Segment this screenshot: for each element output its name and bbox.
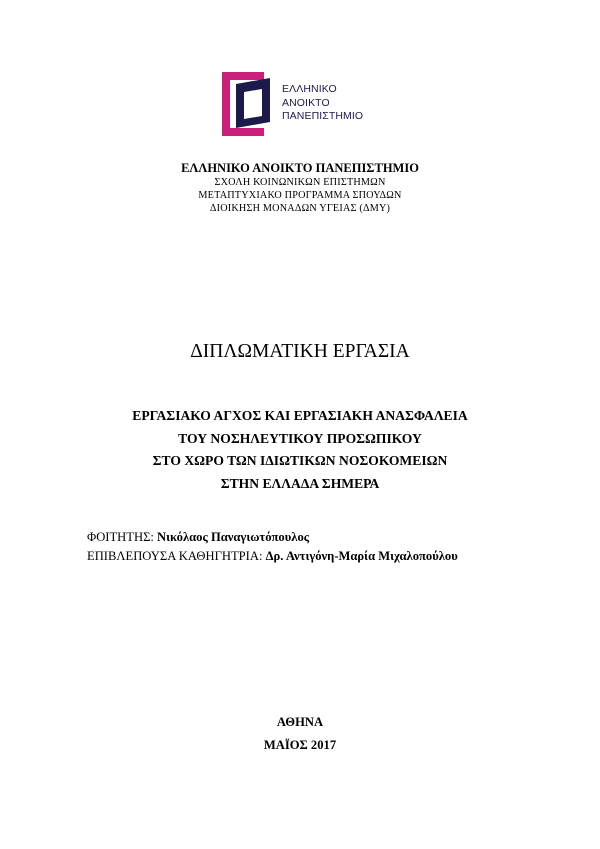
program-name: ΜΕΤΑΠΤΥΧΙΑΚΟ ΠΡΟΓΡΑΜΜΑ ΣΠΟΥΔΩΝ: [198, 190, 402, 202]
university-name: ΕΛΛΗΝΙΚΟ ΑΝΟΙΚΤΟ ΠΑΝΕΠΙΣΤΗΜΙΟ: [181, 161, 419, 175]
supervisor-name: Δρ. Αντιγόνη-Μαρία Μιχαλοπούλου: [265, 549, 458, 563]
logo-line-3: ΠΑΝΕΠΙΣΤΗΜΙΟ: [282, 110, 364, 122]
open-book-icon: [222, 72, 282, 136]
logo-line-2: ΑΝΟΙΚΤΟ: [282, 96, 330, 109]
document-type-heading: ΔΙΠΛΩΜΑΤΙΚΗ ΕΡΓΑΣΙΑ: [190, 341, 410, 362]
author-info: [87, 528, 567, 566]
supervisor-row: [87, 547, 567, 566]
student-row: [87, 528, 567, 547]
thesis-title: [0, 405, 600, 495]
student-name: Νικόλαος Παναγιωτόπουλος: [157, 530, 310, 544]
university-logo: [222, 72, 392, 136]
title-line-2: ΤΟΥ ΝΟΣΗΛΕΥΤΙΚΟΥ ΠΡΟΣΩΠΙΚΟΥ: [178, 430, 422, 446]
student-label: ΦΟΙΤΗΤΗΣ:: [87, 530, 158, 544]
logo-wordmark: [282, 83, 363, 124]
title-line-4: ΣΤΗΝ ΕΛΛΑΔΑ ΣΗΜΕΡΑ: [220, 475, 380, 491]
school-name: ΣΧΟΛΗ ΚΟΙΝΩΝΙΚΩΝ ΕΠΙΣΤΗΜΩΝ: [214, 177, 386, 188]
logo-line-1: ΕΛΛΗΝΙΚΟ: [282, 83, 337, 95]
supervisor-label: ΕΠΙΒΛΕΠΟΥΣΑ ΚΑΘΗΓΗΤΡΙΑ:: [87, 549, 266, 563]
title-line-1: ΕΡΓΑΣΙΑΚΟ ΑΓΧΟΣ ΚΑΙ ΕΡΓΑΣΙΑΚΗ ΑΝΑΣΦΑΛΕΙΑ: [132, 408, 468, 423]
city: ΑΘΗΝΑ: [276, 715, 324, 729]
date: ΜΑΪΟΣ 2017: [263, 738, 337, 752]
institution-header: [0, 161, 600, 216]
title-line-3: ΣΤΟ ΧΩΡΟ ΤΩΝ ΙΔΙΩΤΙΚΩΝ ΝΟΣΟΚΟΜΕΙΩΝ: [152, 453, 448, 468]
place-date: [0, 711, 600, 757]
specialization-name: ΔΙΟΙΚΗΣΗ ΜΟΝΑΔΩΝ ΥΓΕΙΑΣ (ΔΜΥ): [209, 203, 391, 215]
